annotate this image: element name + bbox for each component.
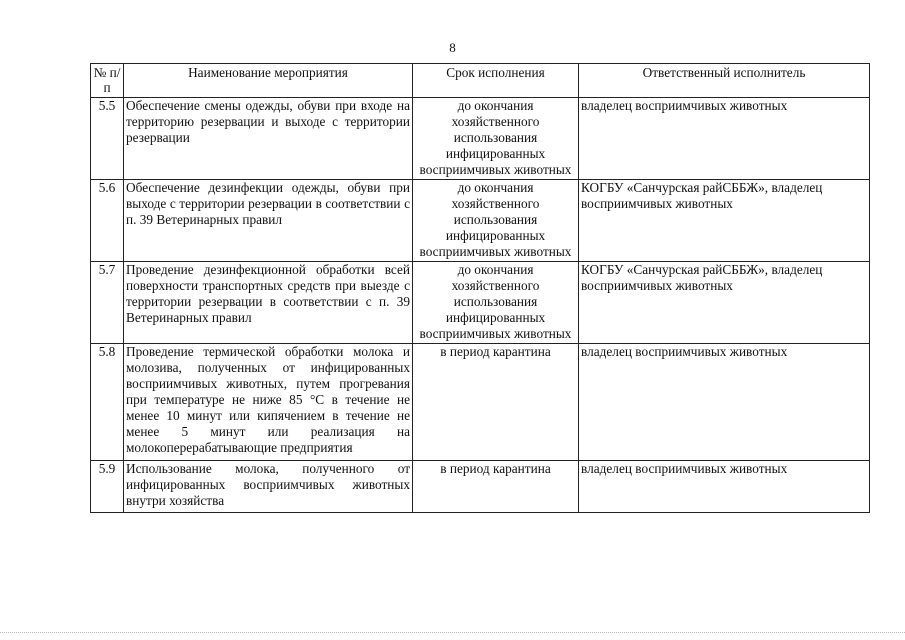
table-row	[91, 98, 870, 180]
table-row	[91, 344, 870, 461]
row-number: 5.7	[91, 262, 124, 344]
header-responsible: Ответственный исполнитель	[579, 64, 870, 98]
table-row	[91, 461, 870, 513]
responsible: владелец восприимчивых животных	[579, 461, 870, 513]
row-number: 5.5	[91, 98, 124, 180]
page-number: 8	[449, 40, 456, 55]
measure-name: Обеспечение смены одежды, обуви при входе на территорию резервации и выходе с территории резервации	[124, 98, 413, 180]
row-number: 5.9	[91, 461, 124, 513]
responsible: владелец восприимчивых животных	[579, 98, 870, 180]
table-row	[91, 262, 870, 344]
row-number: 5.6	[91, 180, 124, 262]
table-row	[91, 180, 870, 262]
measure-name: Проведение термической обработки молока и молозива, полученных от инфицированных восприимчивых животных, путем прогревания при температуре не ниже 85 °С в течение не менее 10 минут или кипячением в течение не менее 5 минут или реализация на молокоперерабатывающие предприятия	[124, 344, 413, 461]
deadline: в период карантина	[413, 461, 579, 513]
measure-name: Проведение дезинфекционной обработки всей поверхности транспортных средств при выезде с территории резервации в соответствии с п. 39 Ветеринарных правил	[124, 262, 413, 344]
header-measure-name: Наименование мероприятия	[124, 64, 413, 98]
table-header-row	[91, 64, 870, 98]
deadline: до окончания хозяйственного использования инфицированных восприимчивых животных	[413, 262, 579, 344]
responsible: КОГБУ «Санчурская райСББЖ», владелец восприимчивых животных	[579, 262, 870, 344]
page-bottom-divider	[0, 632, 905, 633]
header-number: № п/п	[91, 64, 124, 98]
deadline: до окончания хозяйственного использования инфицированных восприимчивых животных	[413, 180, 579, 262]
deadline: до окончания хозяйственного использования инфицированных восприимчивых животных	[413, 98, 579, 180]
responsible: КОГБУ «Санчурская райСББЖ», владелец восприимчивых животных	[579, 180, 870, 262]
deadline: в период карантина	[413, 344, 579, 461]
header-deadline: Срок исполнения	[413, 64, 579, 98]
measure-name: Обеспечение дезинфекции одежды, обуви при выходе с территории резервации в соответствии с п. 39 Ветеринарных правил	[124, 180, 413, 262]
measure-name: Использование молока, полученного от инфицированных восприимчивых животных внутри хозяйства	[124, 461, 413, 513]
measures-table	[90, 63, 870, 513]
responsible: владелец восприимчивых животных	[579, 344, 870, 461]
row-number: 5.8	[91, 344, 124, 461]
